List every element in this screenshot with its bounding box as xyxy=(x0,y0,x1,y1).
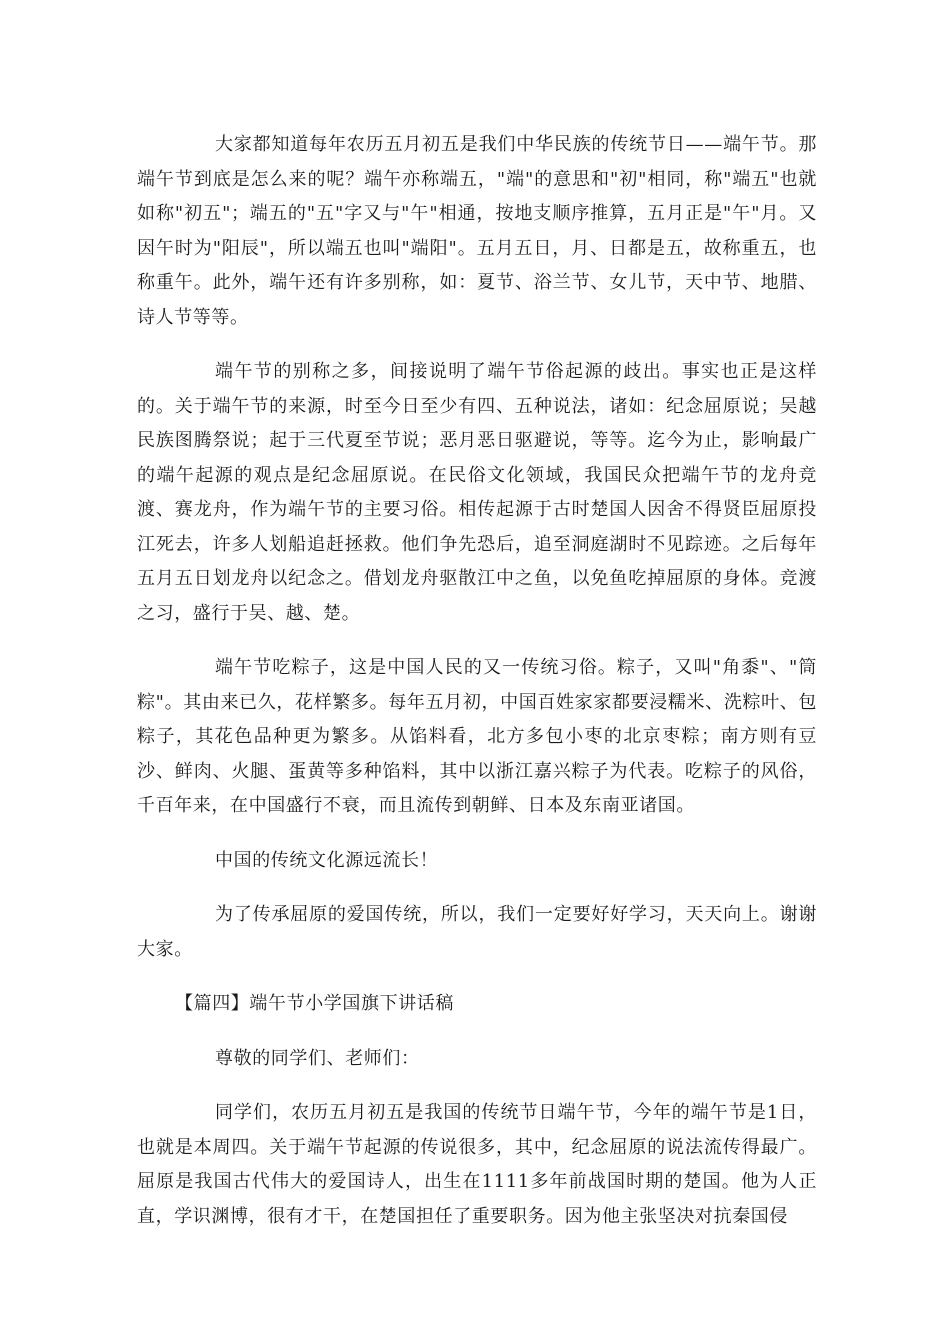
paragraph-origins: 端午节的别称之多，间接说明了端午节俗起源的歧出。事实也正是这样的。关于端午节的来源，时至今日至少有四、五种说法，诸如：纪念屈原说；吴越民族图腾祭说；起于三代夏至节说；恶月恶日驱避说，等等。迄今为止，影响最广的端午起源的观点是纪念屈原说。在民俗文化领域，我国民众把端午节的龙舟竞渡、赛龙舟，作为端午节的主要习俗。相传起源于古时楚国人因舍不得贤臣屈原投江死去，许多人划船追赶拯救。他们争先恐后，追至洞庭湖时不见踪迹。之后每年五月五日划龙舟以纪念之。借划龙舟驱散江中之鱼，以免鱼吃掉屈原的身体。竞渡之习，盛行于吴、越、楚。 xyxy=(137,361,817,624)
paragraph-intro: 大家都知道每年农历五月初五是我们中华民族的传统节日——端午节。那端午节到底是怎么来的呢？端午亦称端五，"端"的意思和"初"相同，称"端五"也就如称"初五"；端五的"五"字又与"午"相通，按地支顺序推算，五月正是"午"月。又因午时为"阳辰"，所以端五也叫"端阳"。五月五日，月、日都是五，故称重五，也称重午。此外，端午还有许多别称，如：夏节、浴兰节、女儿节，天中节、地腊、诗人节等等。 xyxy=(137,134,817,328)
paragraph-closing: 为了传承屈原的爱国传统，所以，我们一定要好好学习，天天向上。谢谢大家。 xyxy=(137,904,817,960)
section-heading: 【篇四】端午节小学国旗下讲话稿 xyxy=(175,993,454,1014)
paragraph-greeting: 尊敬的同学们、老师们： xyxy=(215,1047,420,1069)
paragraph-speech: 同学们，农历五月初五是我国的传统节日端午节，今年的端午节是1日，也就是本周四。关于端午节起源的传说很多，其中，纪念屈原的说法流传得最广。屈原是我国古代伟大的爱国诗人，出生在1111多年前战国时期的楚国。他为人正直，学识渊博，很有才干，在楚国担任了重要职务。因为他主张坚决对抗秦国侵 xyxy=(137,1102,817,1227)
paragraph-culture: 中国的传统文化源远流长！ xyxy=(215,849,439,871)
document-body xyxy=(137,128,817,1254)
paragraph-zongzi: 端午节吃粽子，这是中国人民的又一传统习俗。粽子，又叫"角黍"、"筒粽"。其由来已久，花样繁多。每年五月初，中国百姓家家都要浸糯米、洗粽叶、包粽子，其花色品种更为繁多。从馅料看，北方多包小枣的北京枣粽；南方则有豆沙、鲜肉、火腿、蛋黄等多种馅料，其中以浙江嘉兴粽子为代表。吃粽子的风俗，千百年来，在中国盛行不衰，而且流传到朝鲜、日本及东南亚诸国。 xyxy=(137,657,817,816)
